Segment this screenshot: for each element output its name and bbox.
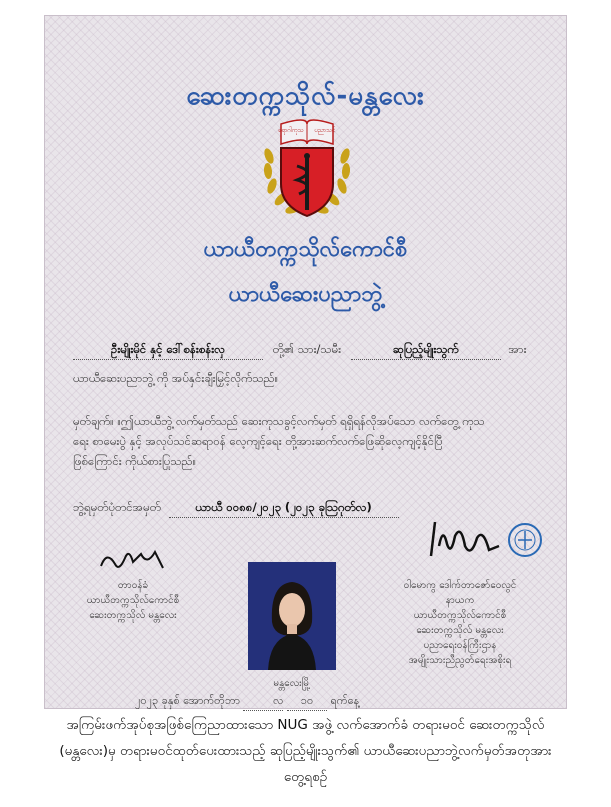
degree-title: ယာယီဆေးပညာဘွဲ့: [228, 282, 383, 307]
relation-label: တို့၏ သား/သမီး: [272, 342, 341, 356]
note-line-2: ရေး စာမေးပွဲ နှင့် အလုပ်သင်ဆရာဝန် လေ့ကျင့်ရေး တို့အားဆက်လက်ဖြေဆိုလေ့ကျင့်နိုင်ပြီ: [73, 434, 443, 448]
note-line-3: ဖြစ်ကြောင်း ကိုယ်စားပြုသည်။: [73, 454, 197, 468]
note-line-1: [73, 414, 485, 431]
registration-number: ယာယီ ၀၀၈၈/၂၀၂၃ (၂၀၂၃ ခုဩဂုတ်လ): [169, 500, 399, 518]
right-signatory-line: နာယက: [445, 595, 475, 606]
right-signatory-line: ဝါမောကွ ဒေါက်တာဇော်ဝေလွင်: [403, 580, 517, 591]
right-signatory-line: အမျိုးသားညီညွတ်ရေးအစိုးရ: [408, 655, 512, 666]
issue-date-month: လ: [243, 694, 283, 711]
right-signatory-line: ယာယီတက္ကသိုလ်ကောင်စီ: [413, 610, 507, 621]
emblem-ribbon-right: ပညာသင်: [314, 127, 336, 134]
right-signatory: [375, 578, 545, 668]
caption-line: (မန္တလေး)မှ တရားမဝင်ထုတ်ပေးထားသည့် ဆုပြည့်မျိုးသွက်၏ ယာယီဆေးပညာဘွဲ့လက်မှတ်အတုအား: [59, 743, 552, 759]
left-signatory-line: ဆေးတက္ကသိုလ် မန္တလေး: [89, 610, 177, 621]
certificate: [45, 16, 566, 708]
note-label: မှတ်ချက်။: [73, 414, 114, 428]
institution-title: ယာယီတက္ကသိုလ်ကောင်စီ: [203, 237, 408, 262]
caption-line: အကြမ်းဖက်အုပ်စုအဖြစ်ကြေညာထားသော NUG အဖွဲ့ လက်အောက်ခံ တရားမဝင် ဆေးတက္ကသိုလ်: [66, 717, 545, 733]
conferred-statement: ယာယီဆေးပညာဘွဲ့ ကို အပ်နှင်းချီးမြှင့်လိုက်သည်။: [73, 371, 279, 385]
emblem-ribbon-left: ရောဂါကုသ: [278, 127, 304, 134]
left-signatory-line: တာဝန်ခံ: [117, 580, 149, 591]
issue-date-suffix: ရက်နေ့: [330, 694, 360, 707]
right-signature: [425, 516, 505, 566]
official-seal-icon: [507, 522, 543, 558]
location-label: မန္တလေးမြို့: [273, 678, 311, 689]
recipient-line: [73, 342, 527, 360]
recipient-name: ဆုပြည့်မျိုးသွက်: [351, 342, 501, 360]
left-signature: [97, 544, 167, 576]
registration-row: [73, 500, 399, 518]
issue-date-year: ၂၀၂၃ ခုနှစ် အောက်တိုဘာ: [135, 694, 240, 707]
university-emblem-icon: [259, 116, 355, 226]
note-text-1: ။ဤယာယီဘွဲ့ လက်မှတ်သည် ဆေးကုသခွင့်လက်မှတ် ရရှိရန်လိုအပ်သော လက်တွေ့ ကုသ: [117, 414, 485, 428]
left-signatory: [63, 578, 203, 623]
caption-line: တွေ့ရစဉ်: [283, 769, 328, 785]
recipient-photo: [248, 562, 336, 670]
right-signatory-line: ပညာရေးဝန်ကြီးဌာန: [423, 640, 497, 651]
parents-name: ဦးမျိုးမိုင် နှင့် ဒေါ်စန်းစန်းလှ: [73, 342, 263, 360]
recipient-suffix: အား: [508, 342, 527, 356]
issue-date-day: ၁၀: [287, 694, 327, 711]
right-signatory-line: ဆေးတက္ကသိုလ် မန္တလေး: [416, 625, 504, 636]
registration-label: ဘွဲ့ရမှတ်ပုံတင်အမှတ်: [73, 500, 161, 514]
issue-date: [135, 694, 359, 711]
left-signatory-line: ယာယီတက္ကသိုလ်ကောင်စီ: [86, 595, 180, 606]
university-heading: ဆေးတက္ကသိုလ်-မန္တလေး: [186, 81, 425, 111]
photo-caption: [0, 712, 611, 790]
